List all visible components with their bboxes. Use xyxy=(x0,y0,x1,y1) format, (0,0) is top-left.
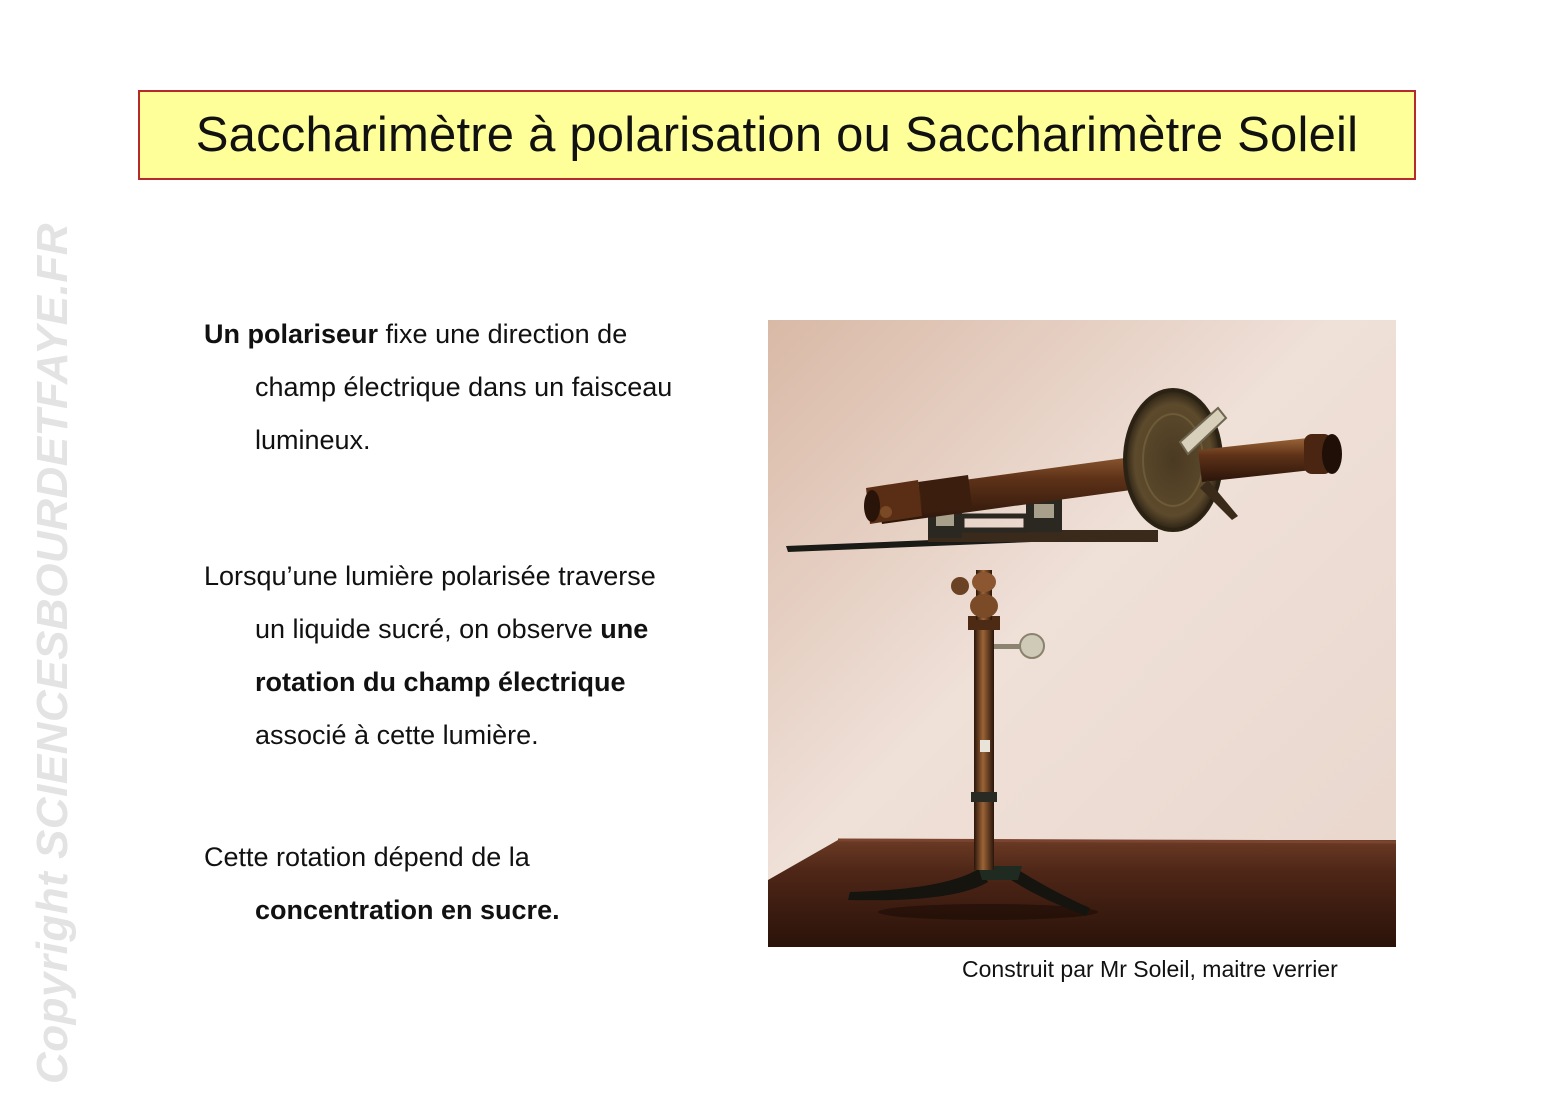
bold-text: Un polariseur xyxy=(204,319,379,349)
copyright-watermark: Copyright SCIENCESBOURDETFAYE.FR xyxy=(28,222,77,1084)
photo-caption: Construit par Mr Soleil, maitre verrier xyxy=(962,956,1338,982)
text-run: Lorsqu’une lumière polarisée traverse xyxy=(204,561,656,591)
paragraph-line xyxy=(204,550,744,603)
paragraph-line xyxy=(204,308,744,361)
saccharimeter-illustration xyxy=(768,320,1396,947)
saccharimeter-photo xyxy=(768,320,1396,947)
slide-title: Saccharimètre à polarisation ou Saccharimètre Soleil xyxy=(195,108,1359,162)
paragraph-line xyxy=(204,884,744,937)
paragraph-line xyxy=(204,656,744,709)
bold-text: concentration en sucre. xyxy=(255,895,560,925)
paragraph-rotation xyxy=(204,550,744,762)
text-run: un liquide sucré, on observe xyxy=(255,614,601,644)
text-run: Cette rotation dépend de la xyxy=(204,842,530,872)
bold-text: rotation du champ électrique xyxy=(255,667,626,697)
text-run: champ électrique dans un faisceau xyxy=(255,372,673,402)
bold-text: une xyxy=(600,614,649,644)
paragraph-line xyxy=(204,709,744,762)
text-run: associé à cette lumière. xyxy=(255,720,539,750)
paragraph-polariseur xyxy=(204,308,744,467)
paragraph-line xyxy=(204,831,744,884)
text-run: fixe une direction de xyxy=(378,319,628,349)
text-run: lumineux. xyxy=(255,425,371,455)
paragraph-concentration xyxy=(204,831,744,937)
paragraph-line xyxy=(204,603,744,656)
title-box xyxy=(138,90,1416,180)
paragraph-line xyxy=(204,414,744,467)
paragraph-line xyxy=(204,361,744,414)
